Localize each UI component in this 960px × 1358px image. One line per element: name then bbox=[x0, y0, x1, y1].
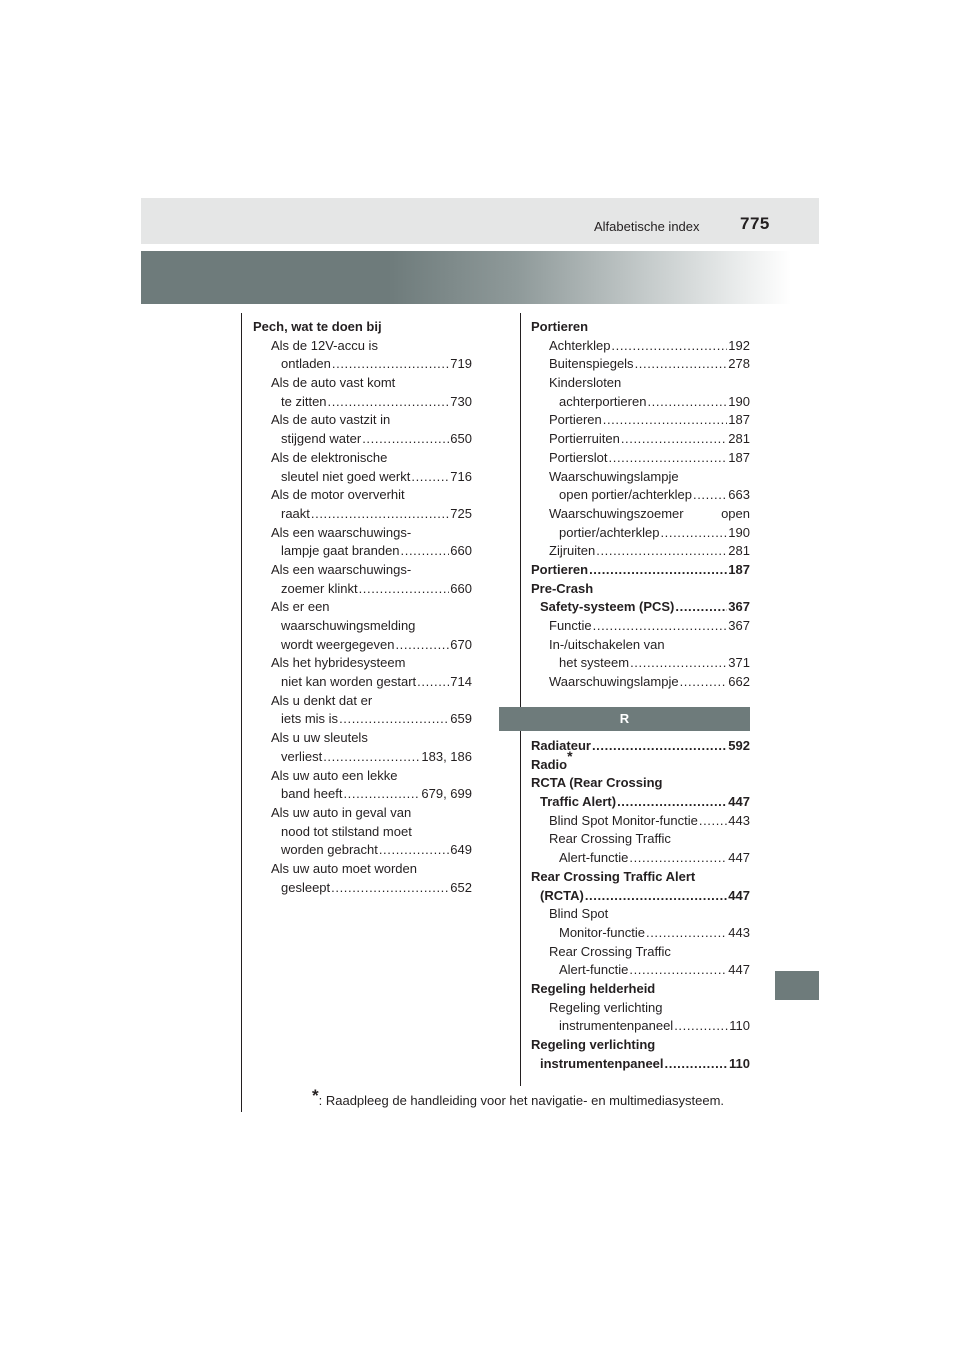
entry-text: Als een waarschuwings- bbox=[271, 524, 412, 540]
index-entry bbox=[253, 636, 472, 655]
entry-text: Achterklep bbox=[549, 337, 611, 353]
index-entry bbox=[531, 737, 750, 756]
entry-page: 110 bbox=[729, 1018, 750, 1034]
entry-text: instrumentenpaneel bbox=[559, 1018, 674, 1034]
dot-leader bbox=[417, 673, 449, 692]
index-entry bbox=[531, 580, 750, 599]
index-entry bbox=[531, 1036, 750, 1055]
entry-page: 649 bbox=[450, 842, 472, 858]
dot-leader bbox=[395, 636, 449, 655]
entry-text: Als de elektronische bbox=[271, 449, 388, 465]
entry-text: Radiateur bbox=[531, 738, 591, 753]
entry-text: Pech, wat te doen bij bbox=[253, 319, 382, 334]
entry-page: 670 bbox=[450, 636, 472, 652]
entry-page: 447 bbox=[728, 962, 750, 978]
index-entry bbox=[253, 318, 472, 337]
entry-text: waarschuwingsmelding bbox=[281, 618, 416, 633]
index-entry bbox=[253, 654, 472, 673]
dot-leader bbox=[646, 924, 727, 943]
index-entry bbox=[253, 374, 472, 393]
dot-leader bbox=[629, 849, 727, 868]
entry-page: 730 bbox=[450, 393, 472, 409]
header-band bbox=[141, 198, 819, 244]
dot-leader bbox=[331, 879, 449, 898]
entry-text-continued: open bbox=[721, 505, 750, 521]
index-entry bbox=[253, 337, 472, 356]
entry-text: Als het hybridesysteem bbox=[271, 655, 406, 671]
thumb-index-tab bbox=[775, 971, 819, 1000]
index-entry bbox=[531, 905, 750, 924]
entry-page: 187 bbox=[728, 412, 750, 428]
entry-text: zoemer klinkt bbox=[281, 580, 358, 596]
entry-text: Portieren bbox=[531, 561, 589, 577]
index-entry bbox=[531, 505, 750, 524]
entry-page: 443 bbox=[728, 812, 750, 828]
entry-page: 663 bbox=[728, 487, 750, 503]
entry-page: 652 bbox=[450, 879, 472, 895]
index-entry bbox=[253, 355, 472, 374]
entry-page: 190 bbox=[728, 393, 750, 409]
dot-leader bbox=[411, 468, 449, 487]
entry-text: Regeling helderheid bbox=[531, 980, 656, 996]
entry-page: 447 bbox=[728, 794, 750, 810]
index-entry bbox=[253, 598, 472, 617]
index-entry bbox=[253, 393, 472, 412]
index-entry bbox=[531, 868, 750, 887]
index-entry bbox=[253, 468, 472, 487]
section-title: Alfabetische index bbox=[594, 219, 700, 234]
dot-leader bbox=[323, 748, 420, 767]
entry-page: 662 bbox=[728, 674, 750, 690]
entry-text: (RCTA) bbox=[540, 887, 584, 903]
dot-leader bbox=[603, 411, 728, 430]
dot-leader bbox=[339, 710, 449, 729]
entry-page: 660 bbox=[450, 580, 472, 596]
entry-text: Als uw auto in geval van bbox=[271, 804, 412, 820]
entry-text: lampje gaat branden bbox=[281, 543, 400, 559]
entry-text: Rear Crossing Traffic Alert bbox=[531, 868, 696, 884]
index-entry bbox=[531, 636, 750, 655]
entry-text: Als de auto vastzit in bbox=[271, 412, 391, 428]
entry-text: ontladen bbox=[281, 356, 331, 372]
index-entry bbox=[253, 729, 472, 748]
entry-page: 716 bbox=[450, 468, 472, 484]
index-entry bbox=[531, 943, 750, 962]
index-entry bbox=[531, 524, 750, 543]
entry-page: 659 bbox=[450, 711, 472, 727]
entry-text: Safety-systeem (PCS) bbox=[540, 599, 675, 615]
entry-text: raakt bbox=[281, 505, 310, 521]
index-entry bbox=[531, 961, 750, 980]
dot-leader bbox=[611, 337, 727, 356]
entry-text: Portierruiten bbox=[549, 431, 620, 447]
dot-leader bbox=[630, 654, 727, 673]
entry-text: Buitenspiegels bbox=[549, 356, 634, 372]
entry-page: 187 bbox=[728, 561, 750, 577]
entry-page: 447 bbox=[728, 887, 750, 903]
footnote-mark: * bbox=[312, 1086, 319, 1105]
index-entry bbox=[531, 430, 750, 449]
entry-text: Als de motor oververhit bbox=[271, 487, 405, 503]
index-entry bbox=[253, 580, 472, 599]
entry-text: achterportieren bbox=[559, 393, 647, 409]
index-entry bbox=[531, 468, 750, 487]
entry-text: Portieren bbox=[531, 319, 589, 334]
index-entry bbox=[253, 748, 472, 767]
index-entry bbox=[253, 505, 472, 524]
index-entry bbox=[531, 542, 750, 561]
entry-page: 281 bbox=[728, 543, 750, 559]
entry-text: sleutel niet goed werkt bbox=[281, 468, 411, 484]
entry-text: open portier/achterklep bbox=[559, 487, 692, 503]
index-entry bbox=[531, 337, 750, 356]
index-entry bbox=[531, 1017, 750, 1036]
index-entry bbox=[531, 486, 750, 505]
entry-page: 679, 699 bbox=[421, 786, 472, 802]
dot-leader bbox=[401, 542, 450, 561]
index-entry bbox=[531, 812, 750, 831]
index-column-left bbox=[253, 318, 472, 897]
index-entry bbox=[253, 841, 472, 860]
entry-text: Waarschuwingslampje bbox=[549, 468, 679, 484]
entry-text: Als een waarschuwings- bbox=[271, 561, 412, 577]
index-entry bbox=[531, 411, 750, 430]
index-entry bbox=[531, 654, 750, 673]
entry-text: Alert-functie bbox=[559, 850, 629, 866]
entry-page: 447 bbox=[728, 850, 750, 866]
entry-text: Radio bbox=[531, 756, 568, 772]
dot-leader bbox=[332, 355, 449, 374]
index-column-right-top bbox=[531, 318, 750, 692]
entry-text: In-/uitschakelen van bbox=[549, 636, 665, 652]
entry-text: Traffic Alert) bbox=[540, 794, 617, 810]
dot-leader bbox=[635, 355, 728, 374]
index-entry bbox=[531, 393, 750, 412]
dot-leader bbox=[593, 617, 728, 636]
dot-leader bbox=[693, 486, 727, 505]
left-margin-rule bbox=[241, 313, 242, 1112]
index-entry bbox=[531, 748, 750, 775]
dot-leader bbox=[585, 887, 727, 906]
entry-text: RCTA (Rear Crossing bbox=[531, 775, 663, 791]
entry-text: wordt weergegeven bbox=[281, 636, 395, 652]
index-entry bbox=[531, 561, 750, 580]
entry-text: iets mis is bbox=[281, 711, 339, 727]
entry-text: Blind Spot Monitor-functie bbox=[549, 812, 698, 828]
entry-page: 660 bbox=[450, 543, 472, 559]
column-divider-rule bbox=[520, 313, 521, 1086]
entry-page: 719 bbox=[450, 356, 472, 372]
index-entry bbox=[253, 411, 472, 430]
index-entry bbox=[253, 524, 472, 543]
entry-page: 371 bbox=[728, 655, 750, 671]
section-letter-bar: R bbox=[499, 707, 750, 731]
entry-text: Functie bbox=[549, 618, 592, 633]
entry-text: Waarschuwingszoemer bbox=[549, 505, 684, 521]
entry-text: het systeem bbox=[559, 655, 630, 671]
index-entry bbox=[253, 767, 472, 786]
index-entry bbox=[253, 692, 472, 711]
index-entry bbox=[531, 1055, 750, 1074]
entry-text: Rear Crossing Traffic bbox=[549, 831, 671, 847]
dot-leader bbox=[359, 580, 450, 599]
entry-text: Regeling verlichting bbox=[531, 1037, 656, 1052]
dot-leader bbox=[675, 598, 727, 617]
index-entry bbox=[531, 887, 750, 906]
footnote bbox=[312, 1086, 725, 1110]
entry-text: band heeft bbox=[281, 786, 343, 802]
dot-leader bbox=[609, 449, 728, 468]
entry-text: Als u uw sleutels bbox=[271, 730, 368, 746]
index-entry bbox=[253, 879, 472, 898]
entry-text: Als uw auto moet worden bbox=[271, 860, 417, 876]
dot-leader bbox=[343, 785, 420, 804]
index-entry bbox=[531, 774, 750, 793]
dot-leader bbox=[617, 793, 727, 812]
index-entry bbox=[531, 318, 750, 337]
entry-text: nood tot stilstand moet bbox=[281, 823, 412, 839]
index-entry bbox=[531, 355, 750, 374]
entry-text: stijgend water bbox=[281, 431, 362, 447]
entry-text: Pre-Crash bbox=[531, 580, 594, 596]
index-entry bbox=[253, 785, 472, 804]
index-entry bbox=[253, 561, 472, 580]
dot-leader bbox=[647, 393, 727, 412]
footnote-reference: * bbox=[567, 748, 573, 765]
dot-leader bbox=[660, 524, 727, 543]
entry-text: Blind Spot bbox=[549, 906, 609, 922]
entry-text: Kindersloten bbox=[549, 375, 622, 391]
index-entry bbox=[531, 374, 750, 393]
index-entry bbox=[253, 542, 472, 561]
entry-page: 278 bbox=[728, 356, 750, 372]
entry-text: Als er een bbox=[271, 599, 330, 615]
dot-leader bbox=[589, 561, 727, 580]
entry-text: Alert-functie bbox=[559, 962, 629, 978]
dot-leader bbox=[699, 812, 727, 831]
index-entry bbox=[253, 486, 472, 505]
entry-page: 443 bbox=[728, 924, 750, 940]
dot-leader bbox=[674, 1017, 728, 1036]
index-entry bbox=[253, 860, 472, 879]
entry-page: 650 bbox=[450, 431, 472, 447]
entry-text: instrumentenpaneel bbox=[540, 1055, 664, 1071]
entry-page: 367 bbox=[728, 618, 750, 633]
entry-page: 183, 186 bbox=[421, 748, 472, 764]
entry-text: Waarschuwingslampje bbox=[549, 674, 679, 690]
entry-text: Regeling verlichting bbox=[549, 999, 663, 1015]
index-entry bbox=[531, 793, 750, 812]
entry-text: Portieren bbox=[549, 412, 602, 428]
entry-page: 192 bbox=[728, 337, 750, 353]
index-entry bbox=[253, 449, 472, 468]
gradient-band bbox=[141, 251, 791, 304]
entry-text: Monitor-functie bbox=[559, 924, 645, 940]
index-entry bbox=[253, 710, 472, 729]
dot-leader bbox=[629, 961, 727, 980]
dot-leader bbox=[311, 505, 449, 524]
index-entry bbox=[531, 617, 750, 636]
dot-leader bbox=[362, 430, 449, 449]
entry-text: verliest bbox=[281, 748, 323, 764]
entry-page: 592 bbox=[728, 738, 750, 753]
dot-leader bbox=[621, 430, 727, 449]
dot-leader bbox=[665, 1055, 728, 1074]
entry-text: gesleept bbox=[281, 879, 331, 895]
index-entry bbox=[531, 849, 750, 868]
index-entry bbox=[253, 673, 472, 692]
entry-page: 110 bbox=[729, 1055, 750, 1071]
entry-text: Rear Crossing Traffic bbox=[549, 943, 671, 959]
entry-text: Als u denkt dat er bbox=[271, 692, 373, 708]
index-entry bbox=[531, 980, 750, 999]
entry-page: 367 bbox=[728, 599, 750, 615]
entry-page: 725 bbox=[450, 505, 472, 521]
index-entry bbox=[253, 804, 472, 823]
index-entry bbox=[531, 598, 750, 617]
index-entry bbox=[253, 430, 472, 449]
entry-page: 187 bbox=[728, 449, 750, 465]
entry-page: 190 bbox=[728, 524, 750, 540]
entry-text: Zijruiten bbox=[549, 543, 596, 559]
entry-text: portier/achterklep bbox=[559, 524, 660, 540]
index-entry bbox=[253, 617, 472, 636]
dot-leader bbox=[596, 542, 727, 561]
dot-leader bbox=[379, 841, 449, 860]
entry-text: niet kan worden gestart bbox=[281, 674, 417, 690]
index-entry bbox=[531, 673, 750, 692]
dot-leader bbox=[328, 393, 450, 412]
entry-page: 714 bbox=[450, 674, 472, 690]
entry-text: Portierslot bbox=[549, 449, 608, 465]
index-entry bbox=[531, 924, 750, 943]
index-entry bbox=[531, 449, 750, 468]
dot-leader bbox=[592, 737, 727, 756]
entry-text: te zitten bbox=[281, 393, 327, 409]
entry-text: Als de auto vast komt bbox=[271, 375, 396, 391]
index-entry bbox=[531, 830, 750, 849]
footnote-text: : Raadpleeg de handleiding voor het navigatie- en multimediasysteem. bbox=[318, 1093, 725, 1108]
entry-text: Als uw auto een lekke bbox=[271, 767, 398, 783]
entry-text: Als de 12V-accu is bbox=[271, 337, 378, 353]
dot-leader bbox=[680, 673, 728, 692]
entry-text: worden gebracht bbox=[281, 842, 378, 858]
entry-page: 281 bbox=[728, 431, 750, 447]
index-column-right-bottom bbox=[531, 737, 750, 1073]
index-entry bbox=[253, 823, 472, 842]
index-entry bbox=[531, 999, 750, 1018]
page-number: 775 bbox=[740, 214, 770, 233]
